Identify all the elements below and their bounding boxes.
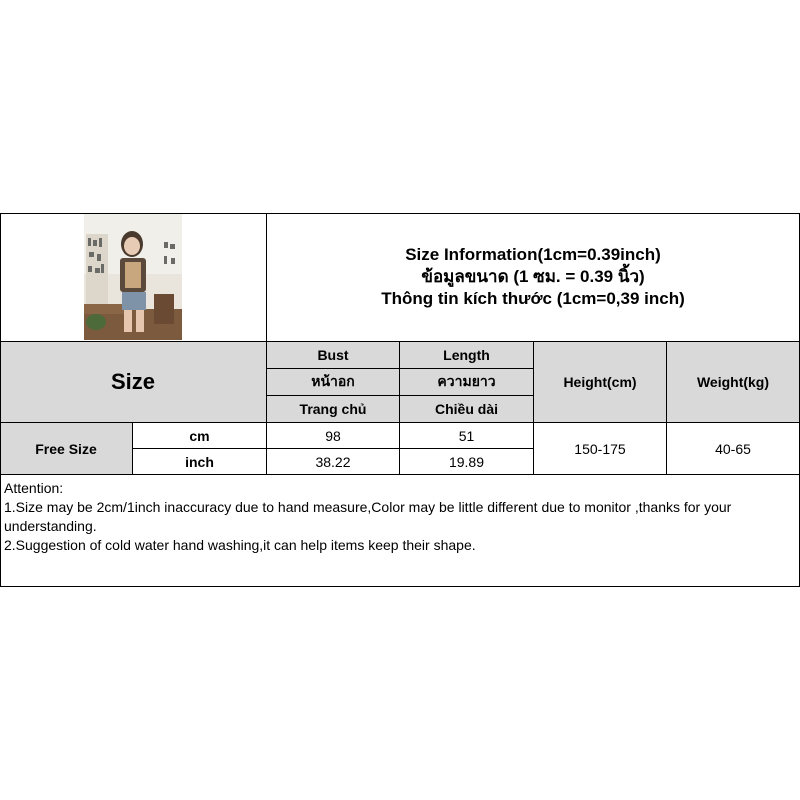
title-line-thai: ข้อมูลขนาด (1 ซม. = 0.39 นิ้ว) (421, 267, 645, 286)
unit-cm: cm (189, 427, 210, 444)
product-photo (84, 214, 182, 340)
weight-value: 40-65 (715, 440, 751, 457)
attention-line-1: 1.Size may be 2cm/1inch inaccuracy due to hand measure,Color may be little different due to monitor ,thanks for your understanding. (4, 499, 736, 534)
unit-inch-cell (133, 449, 267, 475)
bust-inch-cell (267, 449, 400, 475)
free-size-label: Free Size (35, 440, 97, 457)
title-line-english: Size Information(1cm=0.39inch) (405, 245, 661, 264)
length-header-vi (400, 396, 534, 423)
bust-cm-cell (267, 423, 400, 449)
bust-header-vi (267, 396, 400, 423)
free-size-label-cell (0, 423, 133, 475)
bust-header-en (267, 342, 400, 369)
unit-inch: inch (185, 453, 214, 470)
title-line-vietnamese: Thông tin kích thước (1cm=0,39 inch) (381, 289, 685, 308)
bust-inch-value: 38.22 (315, 453, 351, 470)
bust-label-en: Bust (317, 347, 349, 363)
attention-notes (0, 475, 800, 587)
weight-label: Weight(kg) (696, 374, 770, 390)
length-cm-cell (400, 423, 534, 449)
length-inch-value: 19.89 (448, 453, 485, 470)
height-label: Height(cm) (563, 374, 637, 390)
length-label-en: Length (443, 347, 490, 363)
length-header-en (400, 342, 534, 369)
bust-label-th: หน้าอก (311, 373, 355, 389)
length-header-th (400, 369, 534, 396)
height-value-cell (534, 423, 667, 475)
unit-cm-cell (133, 423, 267, 449)
height-header (534, 342, 667, 423)
length-cm-value: 51 (458, 427, 475, 444)
attention-line-2: 2.Suggestion of cold water hand washing,it can help items keep their shape. (4, 537, 476, 553)
length-label-vi: Chiều dài (434, 401, 498, 417)
length-label-th: ความยาว (437, 373, 496, 389)
attention-title: Attention: (4, 480, 64, 496)
size-header-label: Size (110, 369, 156, 394)
weight-value-cell (667, 423, 800, 475)
bust-label-vi: Trang chủ (299, 401, 367, 417)
size-chart (0, 213, 800, 587)
bust-header-th (267, 369, 400, 396)
weight-header (667, 342, 800, 423)
height-value: 150-175 (574, 440, 626, 457)
size-header (0, 342, 267, 423)
size-info-title (267, 213, 800, 342)
bust-cm-value: 98 (325, 427, 341, 444)
length-inch-cell (400, 449, 534, 475)
